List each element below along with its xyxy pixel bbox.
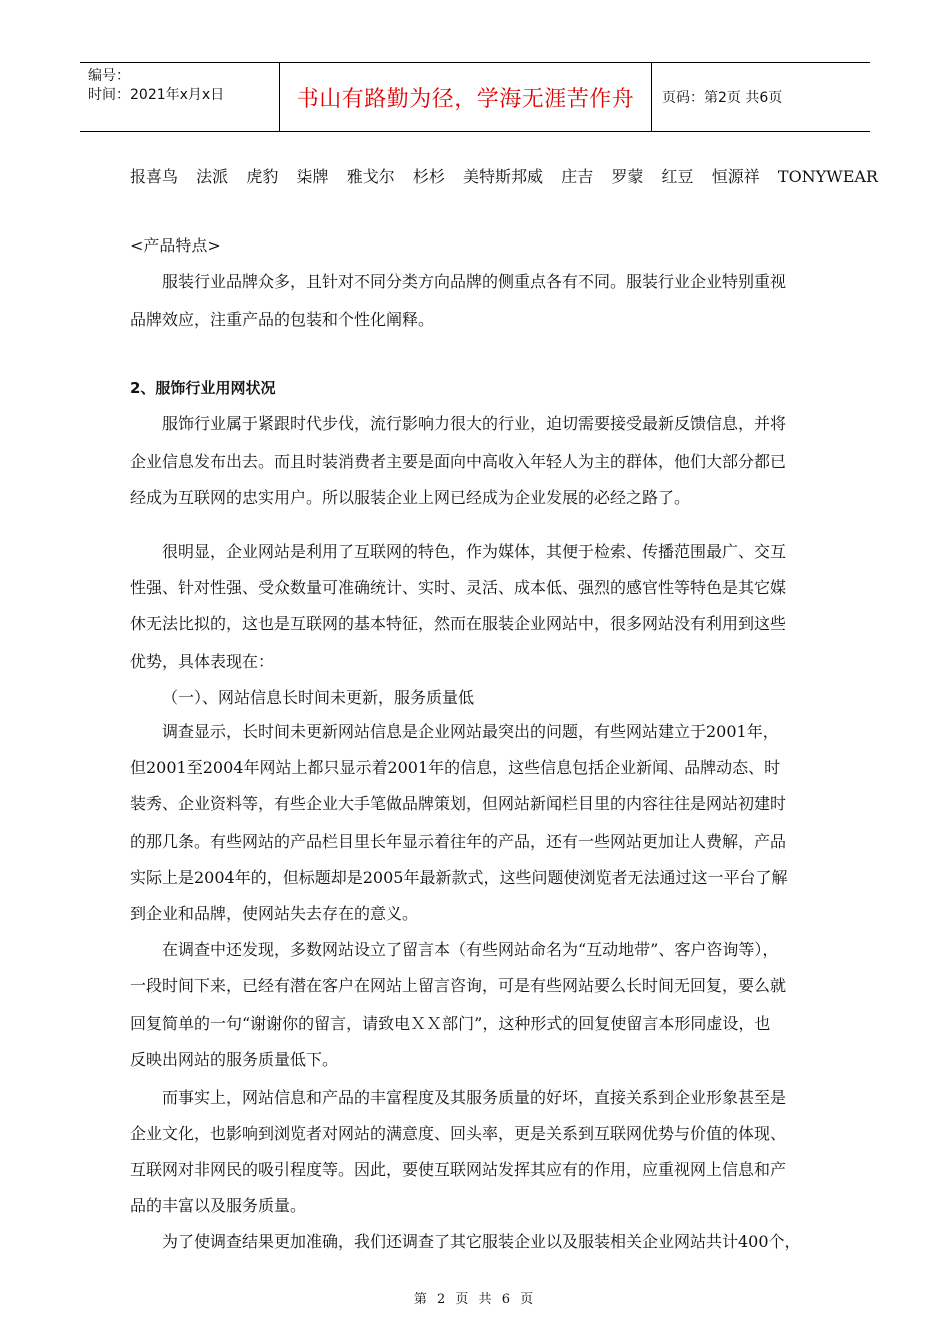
- document-body: [130, 0, 878, 1280]
- time-label: 时间：2021年x月x日: [88, 87, 225, 103]
- paragraph-line: 企业文化，也影响到浏览者对网站的满意度、回头率，更是关系到互联网优势与价值的体现、: [130, 1124, 787, 1143]
- paragraph-line: 但2001至2004年网站上都只显示着2001年的信息，这些信息包括企业新闻、品牌动态、时: [130, 758, 781, 777]
- paragraph-line: 服饰行业属于紧跟时代步伐，流行影响力很大的行业，迫切需要接受最新反馈信息，并将: [162, 414, 787, 433]
- number-label: 编号：: [88, 68, 130, 84]
- paragraph-line: 很明显，企业网站是利用了互联网的特色，作为媒体，其便于检索、传播范围最广、交互: [162, 542, 787, 561]
- paragraph-line: 品的丰富以及服务质量。: [130, 1196, 307, 1215]
- paragraph-line: 实际上是2004年的，但标题却是2005年最新款式，这些问题使浏览者无法通过这一平台了解: [130, 868, 788, 887]
- paragraph-line: 的那几条。有些网站的产品栏目里长年显示着往年的产品，还有一些网站更加让人费解，产品: [130, 832, 787, 851]
- paragraph-line: 休无法比拟的，这也是互联网的基本特征，然而在服装企业网站中，很多网站没有利用到这些: [130, 614, 787, 633]
- paragraph-line: 企业信息发布出去。而且时装消费者主要是面向中高收入年轻人为主的群体，他们大部分都已: [130, 452, 787, 471]
- paragraph-line: 性强、针对性强、受众数量可准确统计、实时、灵活、成本低、强烈的感官性等特色是其它媒: [130, 578, 787, 597]
- header-page-label: 页码：第2页 共6页: [662, 90, 783, 106]
- paragraph-line: 在调查中还发现，多数网站设立了留言本（有些网站命名为“互动地带”、客户咨询等），: [162, 940, 779, 959]
- page-footer: 第 2 页 共 6 页: [413, 1292, 537, 1307]
- paragraph-line: 回复简单的一句“谢谢你的留言，请致电ＸＸ部门”，这种形式的回复使留言本形同虚设，也: [130, 1014, 771, 1033]
- section-2-heading: 2、服饰行业用网状况: [130, 379, 276, 397]
- header-motto: 书山有路勤为径，学海无涯苦作舟: [280, 63, 652, 131]
- subsection-heading: （一）、网站信息长时间未更新，服务质量低: [162, 688, 475, 707]
- paragraph-line: 为了使调查结果更加准确，我们还调查了其它服装企业以及服装相关企业网站共计400个，: [162, 1232, 801, 1251]
- paragraph-line: 一段时间下来，已经有潜在客户在网站上留言咨询，可是有些网站要么长时间无回复，要么就: [130, 976, 787, 995]
- paragraph-line: 而事实上，网站信息和产品的丰富程度及其服务质量的好坏，直接关系到企业形象甚至是: [162, 1088, 787, 1107]
- paragraph-line: 品牌效应，注重产品的包装和个性化阐释。: [130, 310, 435, 329]
- paragraph-line: 服装行业品牌众多，且针对不同分类方向品牌的侧重点各有不同。服装行业企业特别重视: [162, 272, 787, 291]
- paragraph-line: 调查显示，长时间未更新网站信息是企业网站最突出的问题，有些网站建立于2001年，: [162, 722, 779, 741]
- paragraph-line: 到企业和品牌，使网站失去存在的意义。: [130, 904, 419, 923]
- features-heading: <产品特点>: [130, 236, 221, 255]
- paragraph-line: 经成为互联网的忠实用户。所以服装企业上网已经成为企业发展的必经之路了。: [130, 488, 691, 507]
- brand-list: 报喜鸟 法派 虎豹 柒牌 雅戈尔 杉杉 美特斯邦威 庄吉 罗蒙 红豆 恒源祥 TONYWEAR: [130, 167, 878, 186]
- paragraph-line: 优势，具体表现在：: [130, 652, 275, 671]
- paragraph-line: 反映出网站的服务质量低下。: [130, 1050, 339, 1069]
- paragraph-line: 互联网对非网民的吸引程度等。因此，要使互联网站发挥其应有的作用，应重视网上信息和产: [130, 1160, 787, 1179]
- paragraph-line: 装秀、企业资料等，有些企业大手笔做品牌策划，但网站新闻栏目里的内容往往是网站初建时: [130, 794, 787, 813]
